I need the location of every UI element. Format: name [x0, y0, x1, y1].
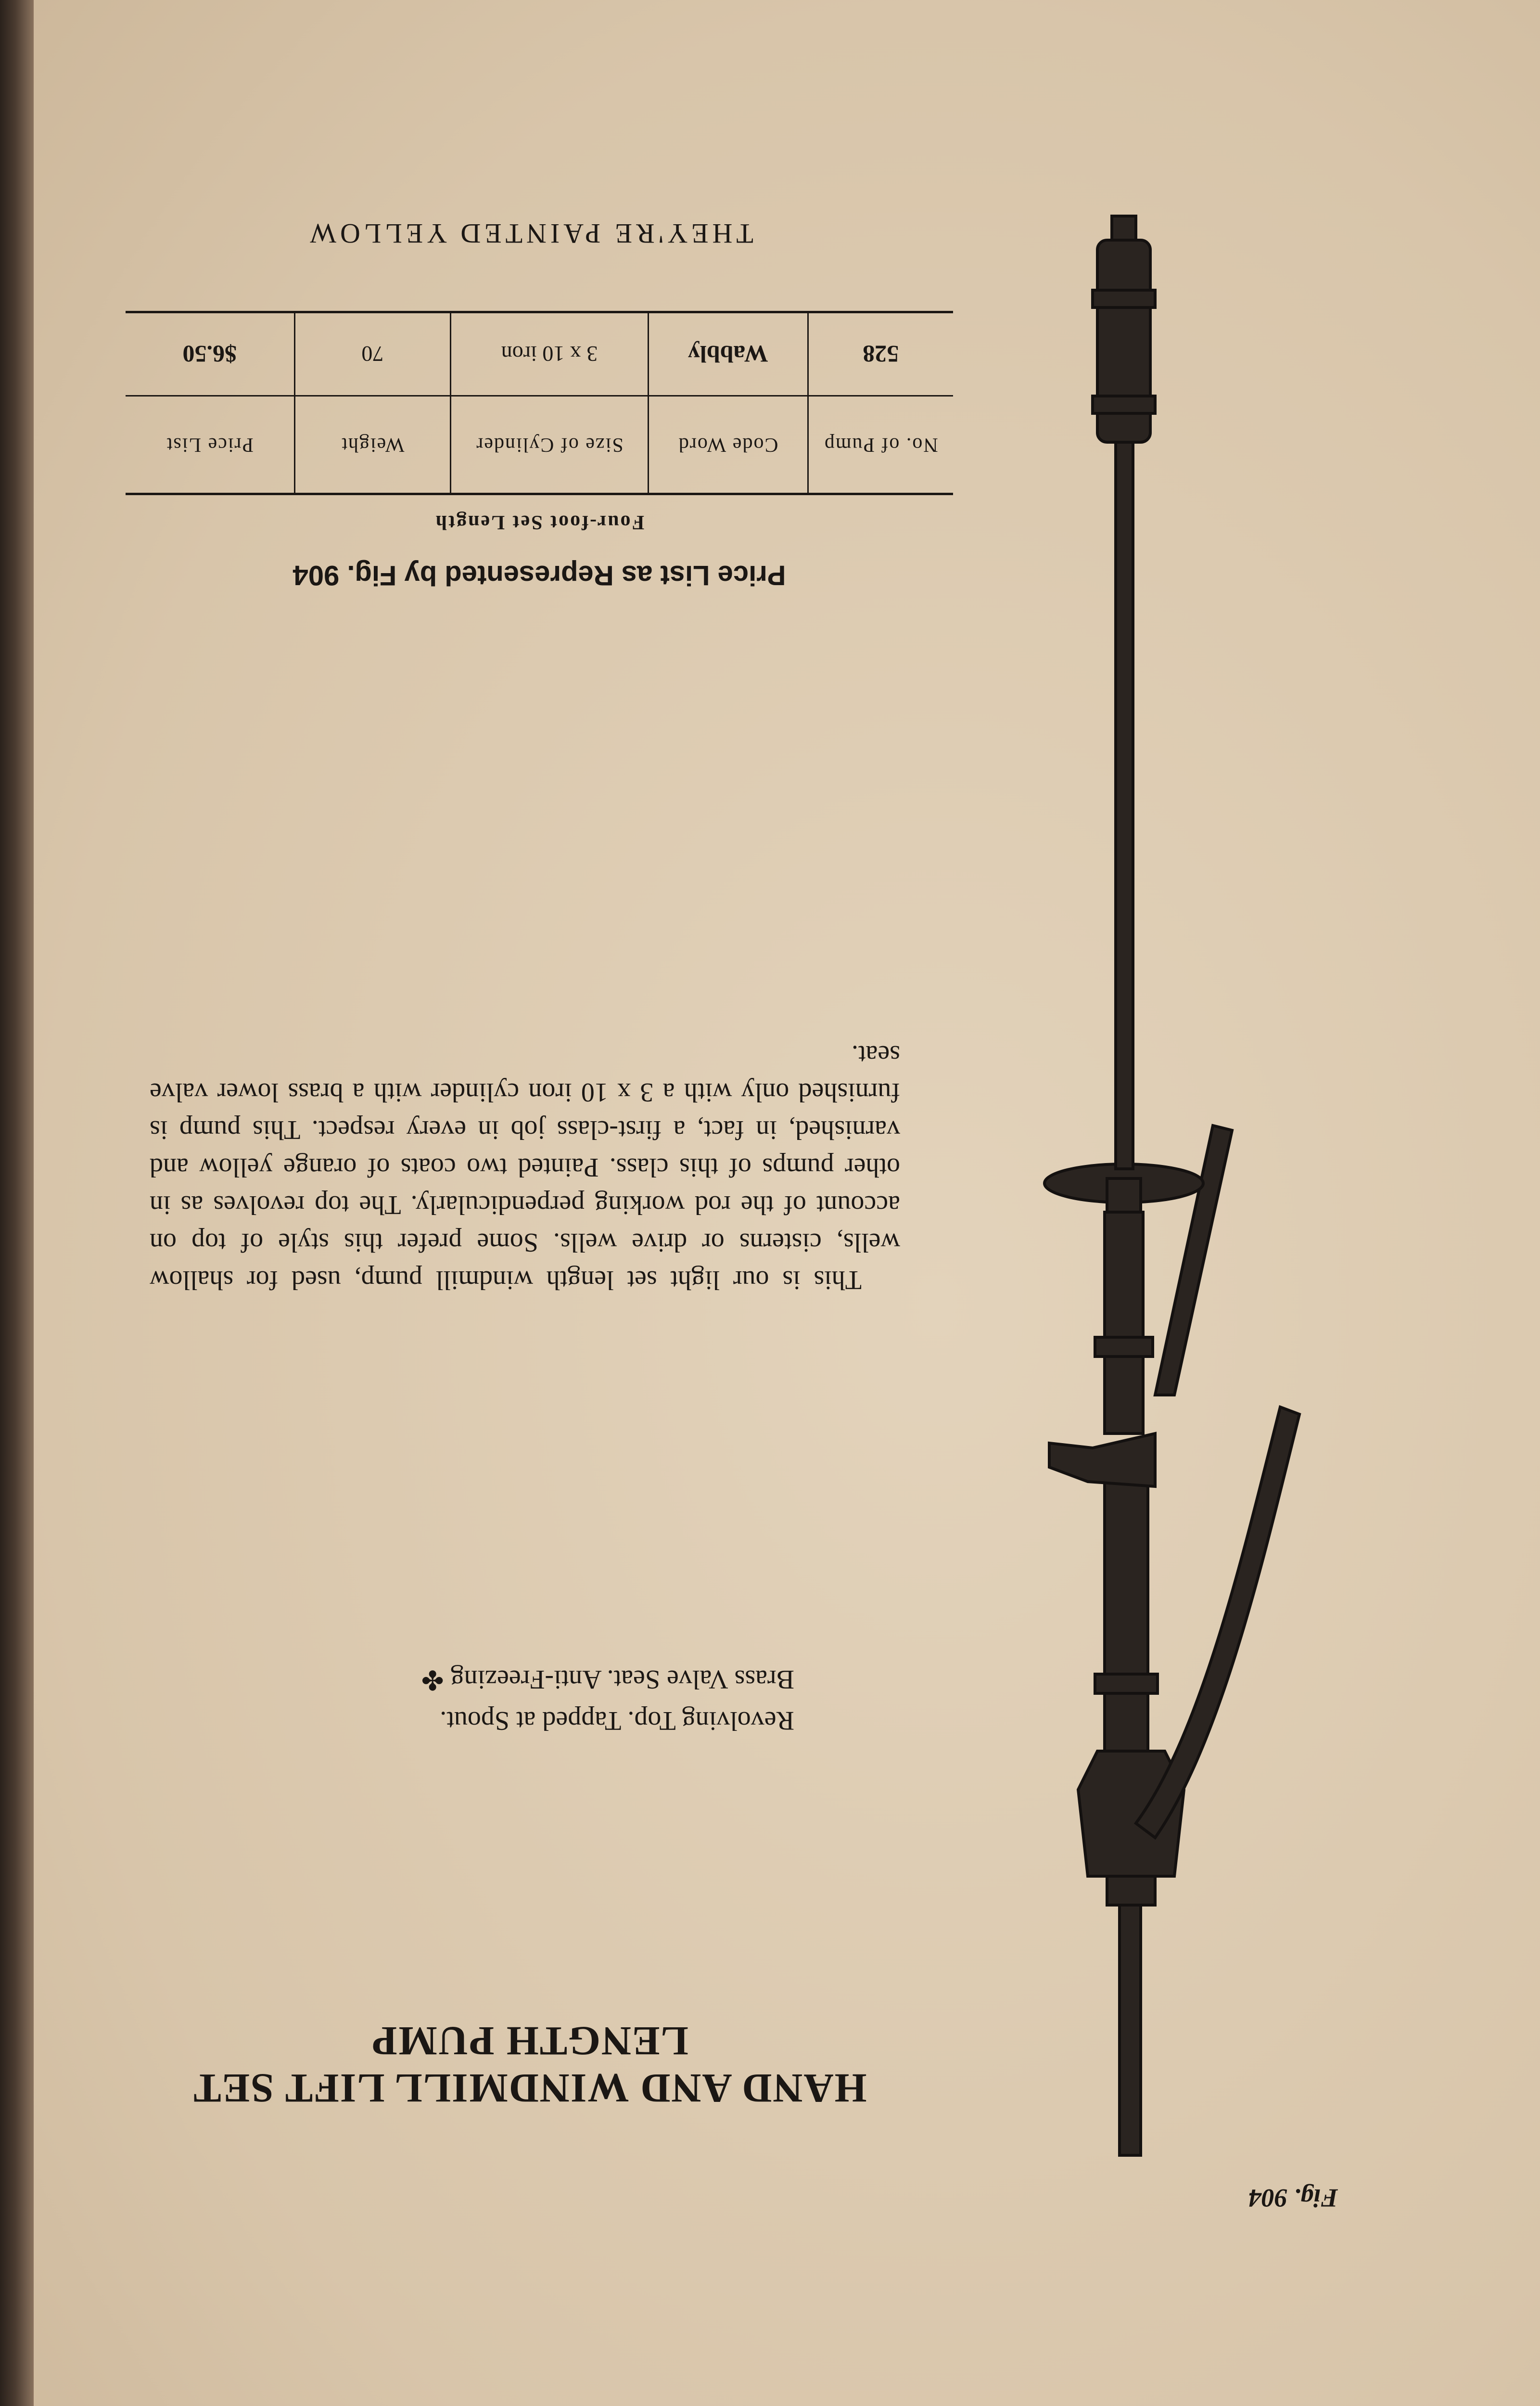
column-header-pump-no: No. of Pump	[808, 396, 953, 494]
table-row	[126, 312, 953, 396]
figure-caption: Fig. 904	[1248, 2184, 1338, 2213]
price-table-header-row	[126, 396, 953, 494]
product-description: This is our light set length windmill pump, used for shallow wells, cisterns or drive wells. Some prefer this style of top on account of the rod working perpendicularly. The top revolves as in other pumps of this class. Painted two coats of orange yellow and varnished, in fact, a first-class job in every respect. This pump is furnished only with a 3 x 10 iron cylinder with a brass lower valve seat.	[150, 1040, 900, 1295]
product-title	[154, 2018, 905, 2112]
pump-cylinder-band	[1093, 396, 1155, 413]
column-header-weight: Weight	[294, 396, 451, 494]
cell-weight: 70	[294, 312, 451, 396]
pump-base-socket	[1107, 1876, 1155, 1905]
pump-barrel-ring	[1095, 1674, 1158, 1693]
price-list-heading: Price List as Represented by Fig. 904	[293, 560, 786, 591]
cell-code-word: Wabbly	[648, 312, 808, 396]
cell-cylinder-size: 3 x 10 iron	[451, 312, 649, 396]
pump-upper-ring	[1095, 1337, 1153, 1357]
pump-top-collar	[1107, 1178, 1141, 1212]
pump-lower-pipe	[1120, 1895, 1141, 2155]
pump-upper-barrel	[1105, 1212, 1143, 1433]
pump-spout	[1049, 1433, 1155, 1486]
product-title-line1: HAND AND WINDMILL LIFT SET	[192, 2065, 867, 2112]
column-header-cylinder-size: Size of Cylinder	[451, 396, 649, 494]
column-header-price: Price List	[126, 396, 294, 494]
product-title-line2: LENGTH PUMP	[371, 2018, 688, 2064]
feature-line-2: Brass Valve Seat. Anti-Freezing ✤	[421, 1664, 794, 1694]
pump-upper-rod	[1116, 437, 1133, 1169]
pump-cylinder-cap	[1112, 216, 1136, 240]
cell-pump-no: 528	[808, 312, 953, 396]
pump-cylinder-band-2	[1093, 290, 1155, 307]
price-table	[126, 311, 953, 495]
column-header-code-word: Code Word	[648, 396, 808, 494]
pump-lower-barrel	[1105, 1482, 1148, 1751]
pump-illustration	[992, 202, 1425, 2175]
product-features	[169, 1659, 794, 1741]
price-list-subheading: Four-foot Set Length	[434, 511, 645, 533]
footer-note: THEY'RE PAINTED YELLOW	[306, 218, 753, 249]
feature-line-1: Revolving Top. Tapped at Spout.	[440, 1706, 794, 1736]
cell-price: $6.50	[126, 312, 294, 396]
